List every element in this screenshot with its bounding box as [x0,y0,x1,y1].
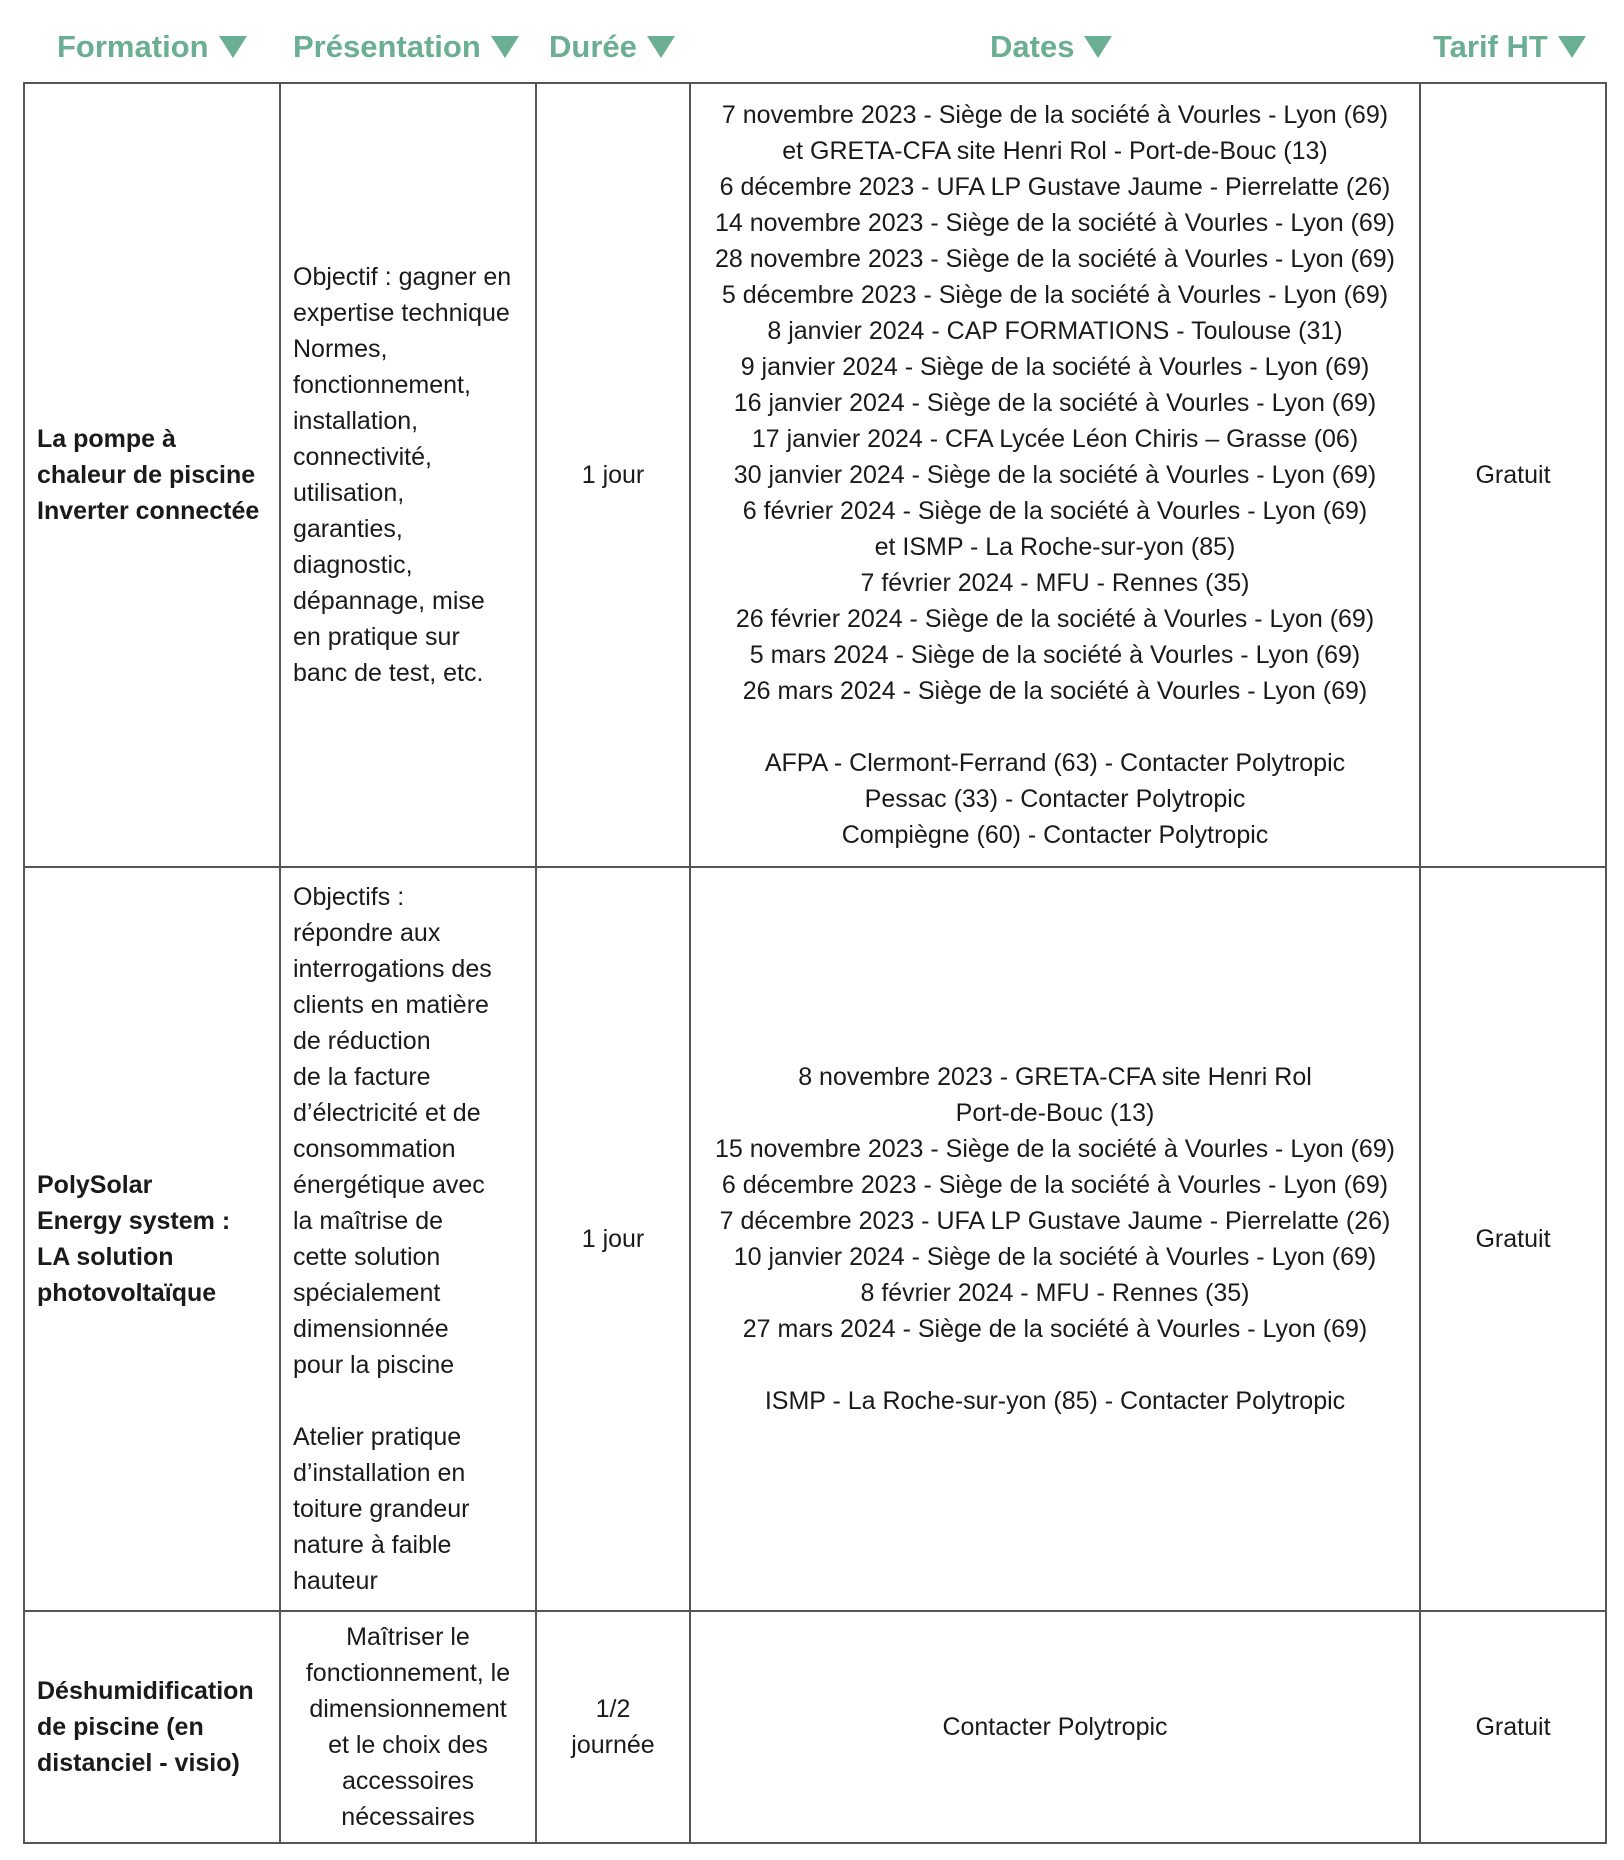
dates-line: 9 janvier 2024 - Siège de la société à Vourles - Lyon (69) [740,353,1370,381]
dates-line: 26 mars 2024 - Siège de la société à Vourles - Lyon (69) [742,677,1368,705]
presentation-line: spécialement [293,1279,441,1307]
header-presentation-label: Présentation [293,29,481,64]
presentation-line: énergétique avec [293,1171,485,1199]
tarif-cell [1420,867,1606,1611]
dates-line: 7 décembre 2023 - UFA LP Gustave Jaume - Pierrelatte (26) [719,1207,1391,1235]
dates-line: 5 décembre 2023 - Siège de la société à Vourles - Lyon (69) [721,281,1389,309]
dates-line: Pessac (33) - Contacter Polytropic [864,785,1246,813]
header-tarif-label: Tarif HT [1433,29,1548,64]
header-duree[interactable] [549,22,675,72]
formation-line: PolySolar [37,1171,153,1199]
formation-line: Déshumidification [37,1677,254,1705]
header-duree-label: Durée [549,29,637,64]
dates-line: 30 janvier 2024 - Siège de la société à Vourles - Lyon (69) [733,461,1377,489]
presentation-line: dimensionnée [293,1315,449,1343]
presentation-line: fonctionnement, [293,371,471,399]
formation-line: La pompe à [37,425,176,453]
presentation-cell [280,83,536,867]
sort-down-icon [491,36,519,58]
dates-line: Port-de-Bouc (13) [955,1099,1155,1127]
dates-line: 14 novembre 2023 - Siège de la société à Vourles - Lyon (69) [714,209,1396,237]
dates-line: AFPA - Clermont-Ferrand (63) - Contacter Polytropic [764,749,1346,777]
dates-line: et GRETA-CFA site Henri Rol - Port-de-Bouc (13) [782,137,1328,165]
dates-line: 8 janvier 2024 - CAP FORMATIONS - Toulouse (31) [767,317,1343,345]
dates-line [703,1347,1407,1383]
presentation-line: dépannage, mise [293,587,485,615]
duree-line: journée [571,1731,655,1759]
presentation-line: banc de test, etc. [293,659,484,687]
presentation-line: cette solution [293,1243,441,1271]
presentation-line: nature à faible [293,1531,452,1559]
dates-line: 8 février 2024 - MFU - Rennes (35) [860,1279,1250,1307]
dates-line [703,709,1407,745]
presentation-cell [280,867,536,1611]
presentation-line: interrogations des [293,955,492,983]
presentation-line: toiture grandeur [293,1495,470,1523]
presentation-line: en pratique sur [293,623,460,651]
sort-down-icon [219,36,247,58]
dates-line: 26 février 2024 - Siège de la société à Vourles - Lyon (69) [735,605,1375,633]
tarif-line: Gratuit [1475,461,1551,489]
presentation-line: garanties, [293,515,403,543]
header-dates[interactable] [990,22,1112,72]
table-row [24,1611,1606,1843]
presentation-line: connectivité, [293,443,432,471]
formation-cell [24,867,280,1611]
presentation-line: nécessaires [341,1803,475,1831]
formation-line: Energy system : [37,1207,231,1235]
presentation-cell [280,1611,536,1843]
presentation-line: de la facture [293,1063,431,1091]
tarif-line: Gratuit [1475,1713,1551,1741]
tarif-cell [1420,1611,1606,1843]
presentation-line: expertise technique [293,299,510,327]
duree-cell [536,867,690,1611]
table-row [24,867,1606,1611]
tarif-cell [1420,83,1606,867]
presentation-line: consommation [293,1135,456,1163]
presentation-line: dimensionnement [309,1695,507,1723]
presentation-line: d’installation en [293,1459,466,1487]
sort-down-icon [1084,36,1112,58]
dates-line: 7 février 2024 - MFU - Rennes (35) [860,569,1250,597]
formation-cell [24,1611,280,1843]
header-formation[interactable] [57,22,247,72]
dates-line: 8 novembre 2023 - GRETA-CFA site Henri Rol [798,1063,1312,1091]
formation-line: chaleur de piscine [37,461,256,489]
presentation-line: Atelier pratique [293,1423,462,1451]
dates-cell [690,867,1420,1611]
presentation-line: la maîtrise de [293,1207,444,1235]
header-formation-label: Formation [57,29,209,64]
formation-line: Inverter connectée [37,497,260,525]
duree-line: 1 jour [581,1225,645,1253]
dates-line: Compiègne (60) - Contacter Polytropic [841,821,1269,849]
formation-cell [24,83,280,867]
presentation-line: utilisation, [293,479,405,507]
dates-cell [690,83,1420,867]
header-presentation[interactable] [293,22,519,72]
dates-line: 6 décembre 2023 - UFA LP Gustave Jaume - Pierrelatte (26) [719,173,1391,201]
duree-cell [536,1611,690,1843]
dates-line: 27 mars 2024 - Siège de la société à Vourles - Lyon (69) [742,1315,1368,1343]
presentation-line: fonctionnement, le [305,1659,511,1687]
dates-line: 7 novembre 2023 - Siège de la société à Vourles - Lyon (69) [721,101,1389,129]
presentation-line: Maîtriser le [346,1623,470,1651]
dates-line: et ISMP - La Roche-sur-yon (85) [874,533,1236,561]
dates-line: 6 décembre 2023 - Siège de la société à Vourles - Lyon (69) [721,1171,1389,1199]
presentation-line: d’électricité et de [293,1099,481,1127]
dates-line: 15 novembre 2023 - Siège de la société à Vourles - Lyon (69) [714,1135,1396,1163]
formation-line: de piscine (en [37,1713,204,1741]
table-row [24,83,1606,867]
duree-line: 1 jour [581,461,645,489]
formation-line: LA solution [37,1243,174,1271]
presentation-line: Objectif : gagner en [293,263,512,291]
dates-line: 5 mars 2024 - Siège de la société à Vourles - Lyon (69) [749,641,1361,669]
presentation-line: de réduction [293,1027,431,1055]
tarif-line: Gratuit [1475,1225,1551,1253]
presentation-line [293,1383,523,1419]
dates-cell [690,1611,1420,1843]
dates-line: 6 février 2024 - Siège de la société à Vourles - Lyon (69) [742,497,1368,525]
dates-line: 16 janvier 2024 - Siège de la société à Vourles - Lyon (69) [733,389,1377,417]
dates-line: ISMP - La Roche-sur-yon (85) - Contacter Polytropic [764,1387,1346,1415]
sort-down-icon [647,36,675,58]
presentation-line: clients en matière [293,991,489,1019]
formation-line: distanciel - visio) [37,1749,240,1777]
presentation-line: pour la piscine [293,1351,455,1379]
header-dates-label: Dates [990,29,1075,64]
presentation-line: installation, [293,407,419,435]
table-body [24,83,1606,1843]
dates-line: 10 janvier 2024 - Siège de la société à Vourles - Lyon (69) [733,1243,1377,1271]
header-tarif[interactable] [1433,22,1586,72]
presentation-line: répondre aux [293,919,441,947]
presentation-line: accessoires [342,1767,474,1795]
sort-down-icon [1558,36,1586,58]
formations-table [23,82,1607,1844]
duree-cell [536,83,690,867]
presentation-line: Normes, [293,335,388,363]
formation-line: photovoltaïque [37,1279,217,1307]
dates-line: 28 novembre 2023 - Siège de la société à Vourles - Lyon (69) [714,245,1396,273]
duree-line: 1/2 [595,1695,631,1723]
presentation-line: et le choix des [328,1731,488,1759]
dates-line: Contacter Polytropic [942,1713,1168,1741]
presentation-line: Objectifs : [293,883,405,911]
dates-line: 17 janvier 2024 - CFA Lycée Léon Chiris – Grasse (06) [751,425,1359,453]
presentation-line: diagnostic, [293,551,413,579]
presentation-line: hauteur [293,1567,378,1595]
